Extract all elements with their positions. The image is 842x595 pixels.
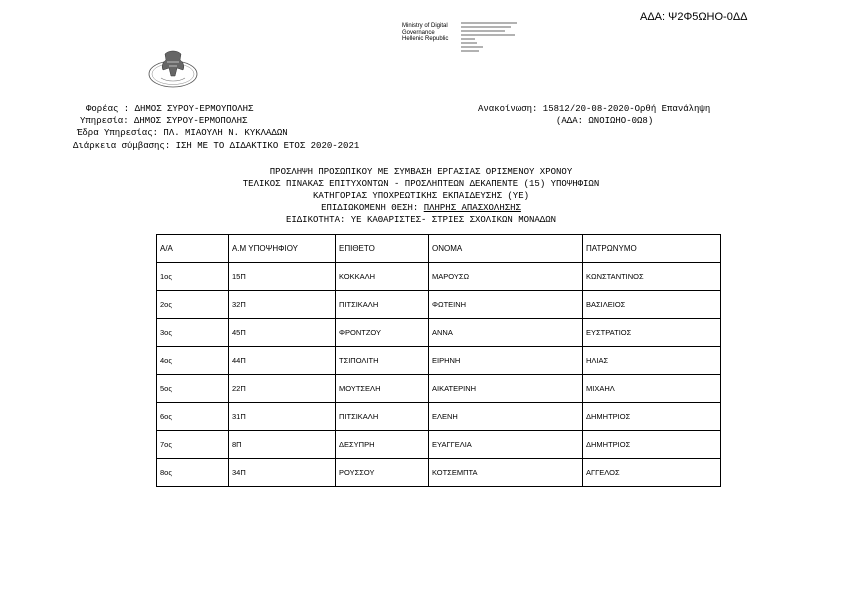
announcement-number: Ανακοίνωση: 15812/20-08-2020-Ορθή Επανάληψη <box>478 104 711 114</box>
cell-candidate-id: 44Π <box>229 347 336 375</box>
table-header-row <box>157 235 721 263</box>
announcement-ada: (ΑΔΑ: ΩΝΟΙΩΗΟ-0Ω8) <box>556 116 654 126</box>
ada-header: ΑΔΑ: Ψ2Φ5ΩΗΟ-0ΔΔ <box>640 11 748 23</box>
cell-aa: 6ος <box>157 403 229 431</box>
header-surname: ΕΠΙΘΕΤΟ <box>336 235 429 263</box>
contract-duration-line: Διάρκεια σύμβασης: ΙΣΗ ΜΕ ΤΟ ΔΙΔΑΚΤΙΚΟ ΕΤΟΣ 2020-2021 <box>73 141 360 151</box>
ministry-label: Ministry of Digital Governance Hellenic Republic <box>402 23 449 42</box>
cell-aa: 7ος <box>157 431 229 459</box>
table-row <box>157 459 721 487</box>
cell-fathers-name: ΚΩΝΣΤΑΝΤΙΝΟΣ <box>583 263 721 291</box>
cell-first-name: ΕΙΡΗΝΗ <box>429 347 583 375</box>
cell-fathers-name: ΔΗΜΗΤΡΙΟΣ <box>583 431 721 459</box>
edra-line: Έδρα Υπηρεσίας: ΠΛ. ΜΙΑΟΥΛΗ Ν. ΚΥΚΛΑΔΩΝ <box>77 128 288 138</box>
header-first-name: ΟΝΟΜΑ <box>429 235 583 263</box>
cell-fathers-name: ΕΥΣΤΡΑΤΙΟΣ <box>583 319 721 347</box>
cell-candidate-id: 8Π <box>229 431 336 459</box>
cell-aa: 5ος <box>157 375 229 403</box>
cell-surname: ΔΕΣΥΠΡΗ <box>336 431 429 459</box>
cell-first-name: ΑΝΝΑ <box>429 319 583 347</box>
cell-aa: 1ος <box>157 263 229 291</box>
cell-surname: ΤΣΙΠΟΛΙΤΗ <box>336 347 429 375</box>
cell-surname: ΜΟΥΤΣΕΛΗ <box>336 375 429 403</box>
table-row <box>157 347 721 375</box>
cell-candidate-id: 32Π <box>229 291 336 319</box>
header-aa: Α/Α <box>157 235 229 263</box>
table-row <box>157 431 721 459</box>
digital-signature-icon <box>461 21 521 57</box>
table-row <box>157 263 721 291</box>
cell-fathers-name: ΒΑΣΙΛΕΙΟΣ <box>583 291 721 319</box>
heading-line-4: ΕΠΙΔΙΩΚΟΜΕΝΗ ΘΕΣΗ: ΠΛΗΡΗΣ ΑΠΑΣΧΟΛΗΣΗΣ <box>321 203 521 213</box>
header-candidate-id: Α.Μ ΥΠΟΨΗΦΙΟΥ <box>229 235 336 263</box>
cell-first-name: ΕΛΕΝΗ <box>429 403 583 431</box>
cell-surname: ΡΟΥΣΣΟΥ <box>336 459 429 487</box>
candidates-table <box>156 234 721 487</box>
cell-first-name: ΦΩΤΕΙΝΗ <box>429 291 583 319</box>
cell-first-name: ΑΙΚΑΤΕΡΙΝΗ <box>429 375 583 403</box>
heading-line-2: ΤΕΛΙΚΟΣ ΠΙΝΑΚΑΣ ΕΠΙΤΥΧΟΝΤΩΝ - ΠΡΟΣΛΗΠΤΕΩΝ ΔΕΚΑΠΕΝΤΕ (15) ΥΠΟΨΗΦΙΩΝ <box>242 179 600 189</box>
cell-candidate-id: 45Π <box>229 319 336 347</box>
cell-candidate-id: 34Π <box>229 459 336 487</box>
cell-first-name: ΕΥΑΓΓΕΛΙΑ <box>429 431 583 459</box>
table-row <box>157 291 721 319</box>
position-type: ΠΛΗΡΗΣ ΑΠΑΣΧΟΛΗΣΗΣ <box>423 203 521 213</box>
cell-aa: 3ος <box>157 319 229 347</box>
heading-line-1: ΠΡΟΣΛΗΨΗ ΠΡΟΣΩΠΙΚΟΥ ΜΕ ΣΥΜΒΑΣΗ ΕΡΓΑΣΙΑΣ ΟΡΙΣΜΕΝΟΥ ΧΡΟΝΟΥ <box>269 167 573 177</box>
table-row <box>157 319 721 347</box>
heading-line-3: ΚΑΤΗΓΟΡΙΑΣ ΥΠΟΧΡΕΩΤΙΚΗΣ ΕΚΠΑΙΔΕΥΣΗΣ (ΥΕ) <box>312 191 530 201</box>
header-fathers-name: ΠΑΤΡΩΝΥΜΟ <box>583 235 721 263</box>
cell-candidate-id: 31Π <box>229 403 336 431</box>
cell-surname: ΠΙΤΣΙΚΑΛΗ <box>336 291 429 319</box>
ypiresia-line: Υπηρεσία: ΔΗΜΟΣ ΣΥΡΟΥ-ΕΡΜΟΠΟΛΗΣ <box>80 116 248 126</box>
cell-aa: 4ος <box>157 347 229 375</box>
table-row <box>157 375 721 403</box>
document-heading <box>0 166 842 226</box>
cell-surname: ΦΡΟΝΤΖΟΥ <box>336 319 429 347</box>
cell-fathers-name: ΔΗΜΗΤΡΙΟΣ <box>583 403 721 431</box>
cell-fathers-name: ΜΙΧΑΗΛ <box>583 375 721 403</box>
cell-surname: ΠΙΤΣΙΚΑΛΗ <box>336 403 429 431</box>
cell-aa: 2ος <box>157 291 229 319</box>
cell-candidate-id: 15Π <box>229 263 336 291</box>
cell-candidate-id: 22Π <box>229 375 336 403</box>
hellenic-republic-emblem-icon <box>147 48 199 90</box>
cell-fathers-name: ΗΛΙΑΣ <box>583 347 721 375</box>
cell-aa: 8ος <box>157 459 229 487</box>
cell-fathers-name: ΑΓΓΕΛΟΣ <box>583 459 721 487</box>
table-row <box>157 403 721 431</box>
cell-first-name: ΚΟΤΣΕΜΠΤΑ <box>429 459 583 487</box>
cell-surname: ΚΟΚΚΑΛΗ <box>336 263 429 291</box>
cell-first-name: ΜΑΡΟΥΣΩ <box>429 263 583 291</box>
heading-line-5: ΕΙΔΙΚΟΤΗΤΑ: ΥΕ ΚΑΘΑΡΙΣΤΕΣ- ΣΤΡΙΕΣ ΣΧΟΛΙΚΩΝ ΜΟΝΑΔΩΝ <box>285 215 557 225</box>
foreas-line: Φορέας : ΔΗΜΟΣ ΣΥΡΟΥ-ΕΡΜΟΥΠΟΛΗΣ <box>86 104 254 114</box>
